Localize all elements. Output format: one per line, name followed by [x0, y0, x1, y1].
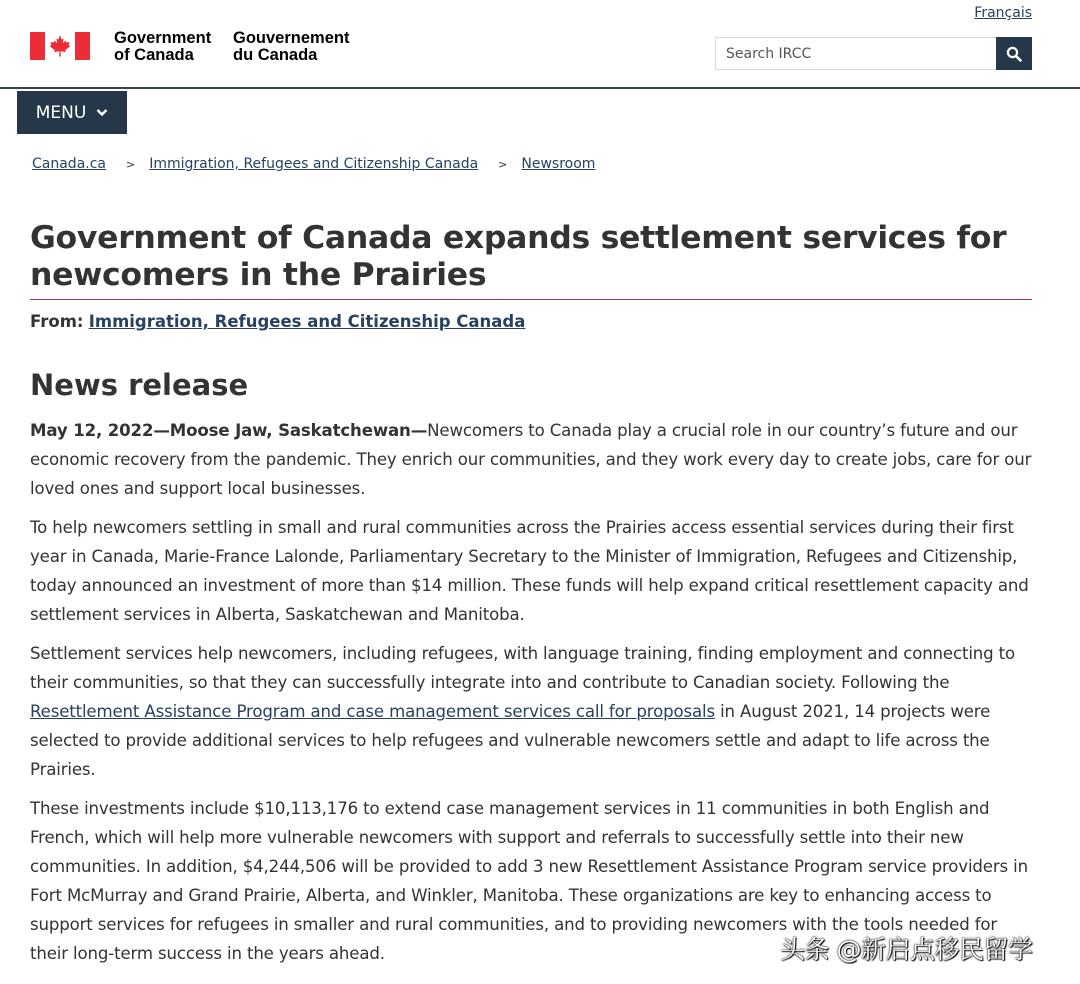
from-label: From: — [30, 312, 84, 331]
search-icon — [1006, 46, 1022, 62]
paragraph — [30, 416, 1035, 503]
signature-fr-line1: Gouvernement — [233, 29, 350, 47]
government-signature-fr[interactable] — [233, 30, 349, 64]
language-toggle-link[interactable]: Français — [974, 5, 1032, 21]
from-department-link[interactable]: Immigration, Refugees and Citizenship Canada — [88, 312, 526, 331]
paragraph — [30, 639, 1035, 784]
chevron-down-icon — [96, 108, 108, 117]
menu-button[interactable] — [17, 91, 127, 134]
search-button[interactable] — [996, 37, 1032, 70]
breadcrumb-separator: > — [126, 157, 136, 171]
breadcrumb — [32, 156, 595, 172]
breadcrumb-separator: > — [498, 157, 508, 171]
canada-flag-icon — [30, 32, 90, 60]
article-body — [30, 416, 1035, 978]
paragraph-text: in August 2021, 14 projects were selected to provide additional services to help refugees and vulnerable newcomers settle and adapt to life across the Prairies. — [30, 702, 991, 779]
paragraph: These investments include $10,113,176 to extend case management services in 11 communities in both English and French, which will help more vulnerable newcomers with support and referrals to successfully settle into their new communities. In addition, $4,244,506 will be provided to add 3 new Resettlement Assistance Program service providers in Fort McMurray and Grand Prairie, Alberta, and Winkler, Manitoba. These organizations are key to enhancing access to support services for refugees in smaller and rural communities, and to providing newcomers with the tools needed for their long-term success in the years ahead. — [30, 799, 1028, 963]
government-signature-en[interactable] — [114, 30, 211, 64]
section-title: News release — [30, 368, 249, 402]
page-title: Government of Canada expands settlement services for newcomers in the Prairies — [30, 220, 1007, 293]
call-for-proposals-link[interactable]: Resettlement Assistance Program and case management services call for proposals — [30, 702, 715, 721]
dateline: May 12, 2022—Moose Jaw, Saskatchewan— — [30, 421, 428, 440]
paragraph: To help newcomers settling in small and rural communities across the Prairies access essential services during their first year in Canada, Marie-France Lalonde, Parliamentary Secretary to the Minister of Immigration, Refugees and Citizenship, today announced an investment of more than $14 million. These funds will help expand critical resettlement capacity and settlement services in Alberta, Saskatchewan and Manitoba. — [30, 518, 1029, 624]
breadcrumb-item-newsroom[interactable]: Newsroom — [521, 156, 596, 172]
menu-label: MENU — [35, 102, 87, 123]
search-form — [715, 37, 1032, 70]
from-line — [30, 312, 525, 331]
search-input[interactable] — [715, 37, 996, 70]
signature-fr-line2: du Canada — [233, 46, 318, 64]
watermark: 头条 @新启点移民留学 — [780, 935, 1033, 964]
signature-en-line1: Government — [114, 29, 212, 47]
breadcrumb-item-canada[interactable]: Canada.ca — [32, 156, 106, 172]
paragraph-text: Newcomers to Canada play a crucial role in our country’s future and our economic recovery from the pandemic. They enrich our communities, and they work every day to create jobs, care for our loved ones and support local businesses. — [30, 421, 1032, 498]
breadcrumb-item-ircc[interactable]: Immigration, Refugees and Citizenship Canada — [149, 156, 479, 172]
title-divider — [30, 299, 1032, 300]
header-divider — [0, 87, 1080, 89]
signature-en-line2: of Canada — [114, 46, 194, 64]
paragraph-text: Settlement services help newcomers, including refugees, with language training, finding employment and connecting to their communities, so that they can successfully integrate into and contribute to Canadian society. Following the — [30, 644, 1016, 692]
